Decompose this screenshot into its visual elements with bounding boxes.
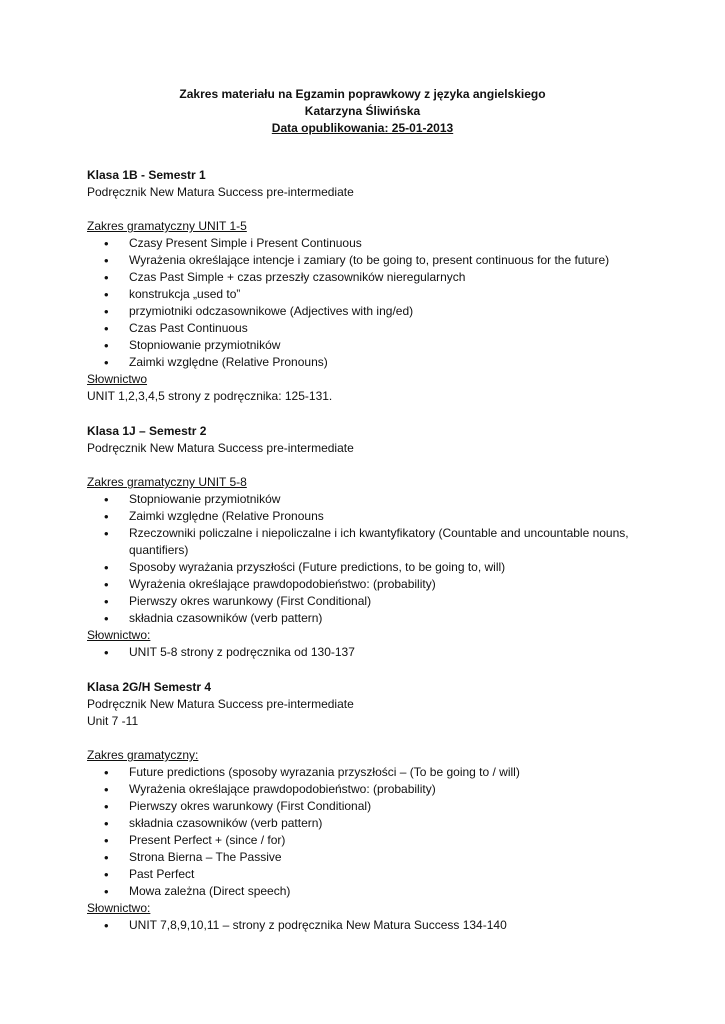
vocabulary-text: UNIT 1,2,3,4,5 strony z podręcznika: 125-131. bbox=[87, 389, 333, 403]
section-title: Klasa 1J – Semestr 2 bbox=[87, 424, 207, 438]
vocabulary-list bbox=[87, 917, 687, 934]
vocabulary-label: Słownictwo bbox=[87, 372, 148, 386]
list-item: • Zaimki względne (Relative Pronouns bbox=[87, 508, 687, 525]
list-item: • składnia czasowników (verb pattern) bbox=[87, 610, 687, 627]
grammar-label: Zakres gramatyczny UNIT 5-8 bbox=[87, 475, 247, 489]
list-item: • Sposoby wyrażania przyszłości (Future predictions, to be going to, will) bbox=[87, 559, 687, 576]
list-item: • Zaimki względne (Relative Pronouns) bbox=[87, 354, 687, 371]
list-item: • Present Perfect + (since / for) bbox=[87, 832, 687, 849]
vocabulary-label: Słownictwo: bbox=[87, 628, 151, 642]
list-item: • Stopniowanie przymiotników bbox=[87, 491, 687, 508]
section-klasa-1j bbox=[87, 423, 687, 661]
document-header bbox=[0, 86, 725, 137]
list-item: • składnia czasowników (verb pattern) bbox=[87, 815, 687, 832]
vocabulary-list bbox=[87, 644, 687, 661]
list-item: • Czasy Present Simple i Present Continuous bbox=[87, 235, 687, 252]
grammar-label: Zakres gramatyczny: bbox=[87, 748, 199, 762]
list-item: • Wyrażenia określające intencje i zamiary (to be going to, present continuous for the future) bbox=[87, 252, 687, 269]
list-item: • konstrukcja „used to” bbox=[87, 286, 687, 303]
document-author: Katarzyna Śliwińska bbox=[304, 104, 421, 118]
list-item: • Mowa zależna (Direct speech) bbox=[87, 883, 687, 900]
list-item: • UNIT 7,8,9,10,11 – strony z podręcznika New Matura Success 134-140 bbox=[87, 917, 687, 934]
list-item: • Pierwszy okres warunkowy (First Conditional) bbox=[87, 593, 687, 610]
grammar-list bbox=[87, 235, 687, 371]
document-body bbox=[87, 167, 687, 934]
list-item: • Czas Past Simple + czas przeszły czasowników nieregularnych bbox=[87, 269, 687, 286]
list-item: • Stopniowanie przymiotników bbox=[87, 337, 687, 354]
document-title: Zakres materiału na Egzamin poprawkowy z języka angielskiego bbox=[179, 87, 546, 101]
grammar-list bbox=[87, 491, 687, 627]
textbook-name: Podręcznik New Matura Success pre-intermediate bbox=[87, 697, 354, 711]
section-title: Klasa 2G/H Semestr 4 bbox=[87, 680, 212, 694]
grammar-label: Zakres gramatyczny UNIT 1-5 bbox=[87, 219, 247, 233]
list-item: • Rzeczowniki policzalne i niepoliczalne i ich kwantyfikatory (Countable and uncountable nouns, quantifiers) bbox=[87, 525, 687, 559]
list-item: • Future predictions (sposoby wyrazania przyszłości – (To be going to / will) bbox=[87, 764, 687, 781]
units-range: Unit 7 -11 bbox=[87, 714, 139, 728]
grammar-list bbox=[87, 764, 687, 900]
list-item: • Wyrażenia określające prawdopodobieństwo: (probability) bbox=[87, 781, 687, 798]
list-item: • przymiotniki odczasownikowe (Adjectives with ing/ed) bbox=[87, 303, 687, 320]
publication-date: Data opublikowania: 25-01-2013 bbox=[271, 121, 454, 135]
list-item: • Czas Past Continuous bbox=[87, 320, 687, 337]
list-item: • Pierwszy okres warunkowy (First Conditional) bbox=[87, 798, 687, 815]
list-item: • UNIT 5-8 strony z podręcznika od 130-137 bbox=[87, 644, 687, 661]
list-item: • Past Perfect bbox=[87, 866, 687, 883]
textbook-name: Podręcznik New Matura Success pre-intermediate bbox=[87, 185, 354, 199]
list-item: • Wyrażenia określające prawdopodobieństwo: (probability) bbox=[87, 576, 687, 593]
section-klasa-1b bbox=[87, 167, 687, 405]
section-klasa-2gh bbox=[87, 679, 687, 934]
list-item: • Strona Bierna – The Passive bbox=[87, 849, 687, 866]
textbook-name: Podręcznik New Matura Success pre-intermediate bbox=[87, 441, 354, 455]
section-title: Klasa 1B - Semestr 1 bbox=[87, 168, 206, 182]
vocabulary-label: Słownictwo: bbox=[87, 901, 151, 915]
